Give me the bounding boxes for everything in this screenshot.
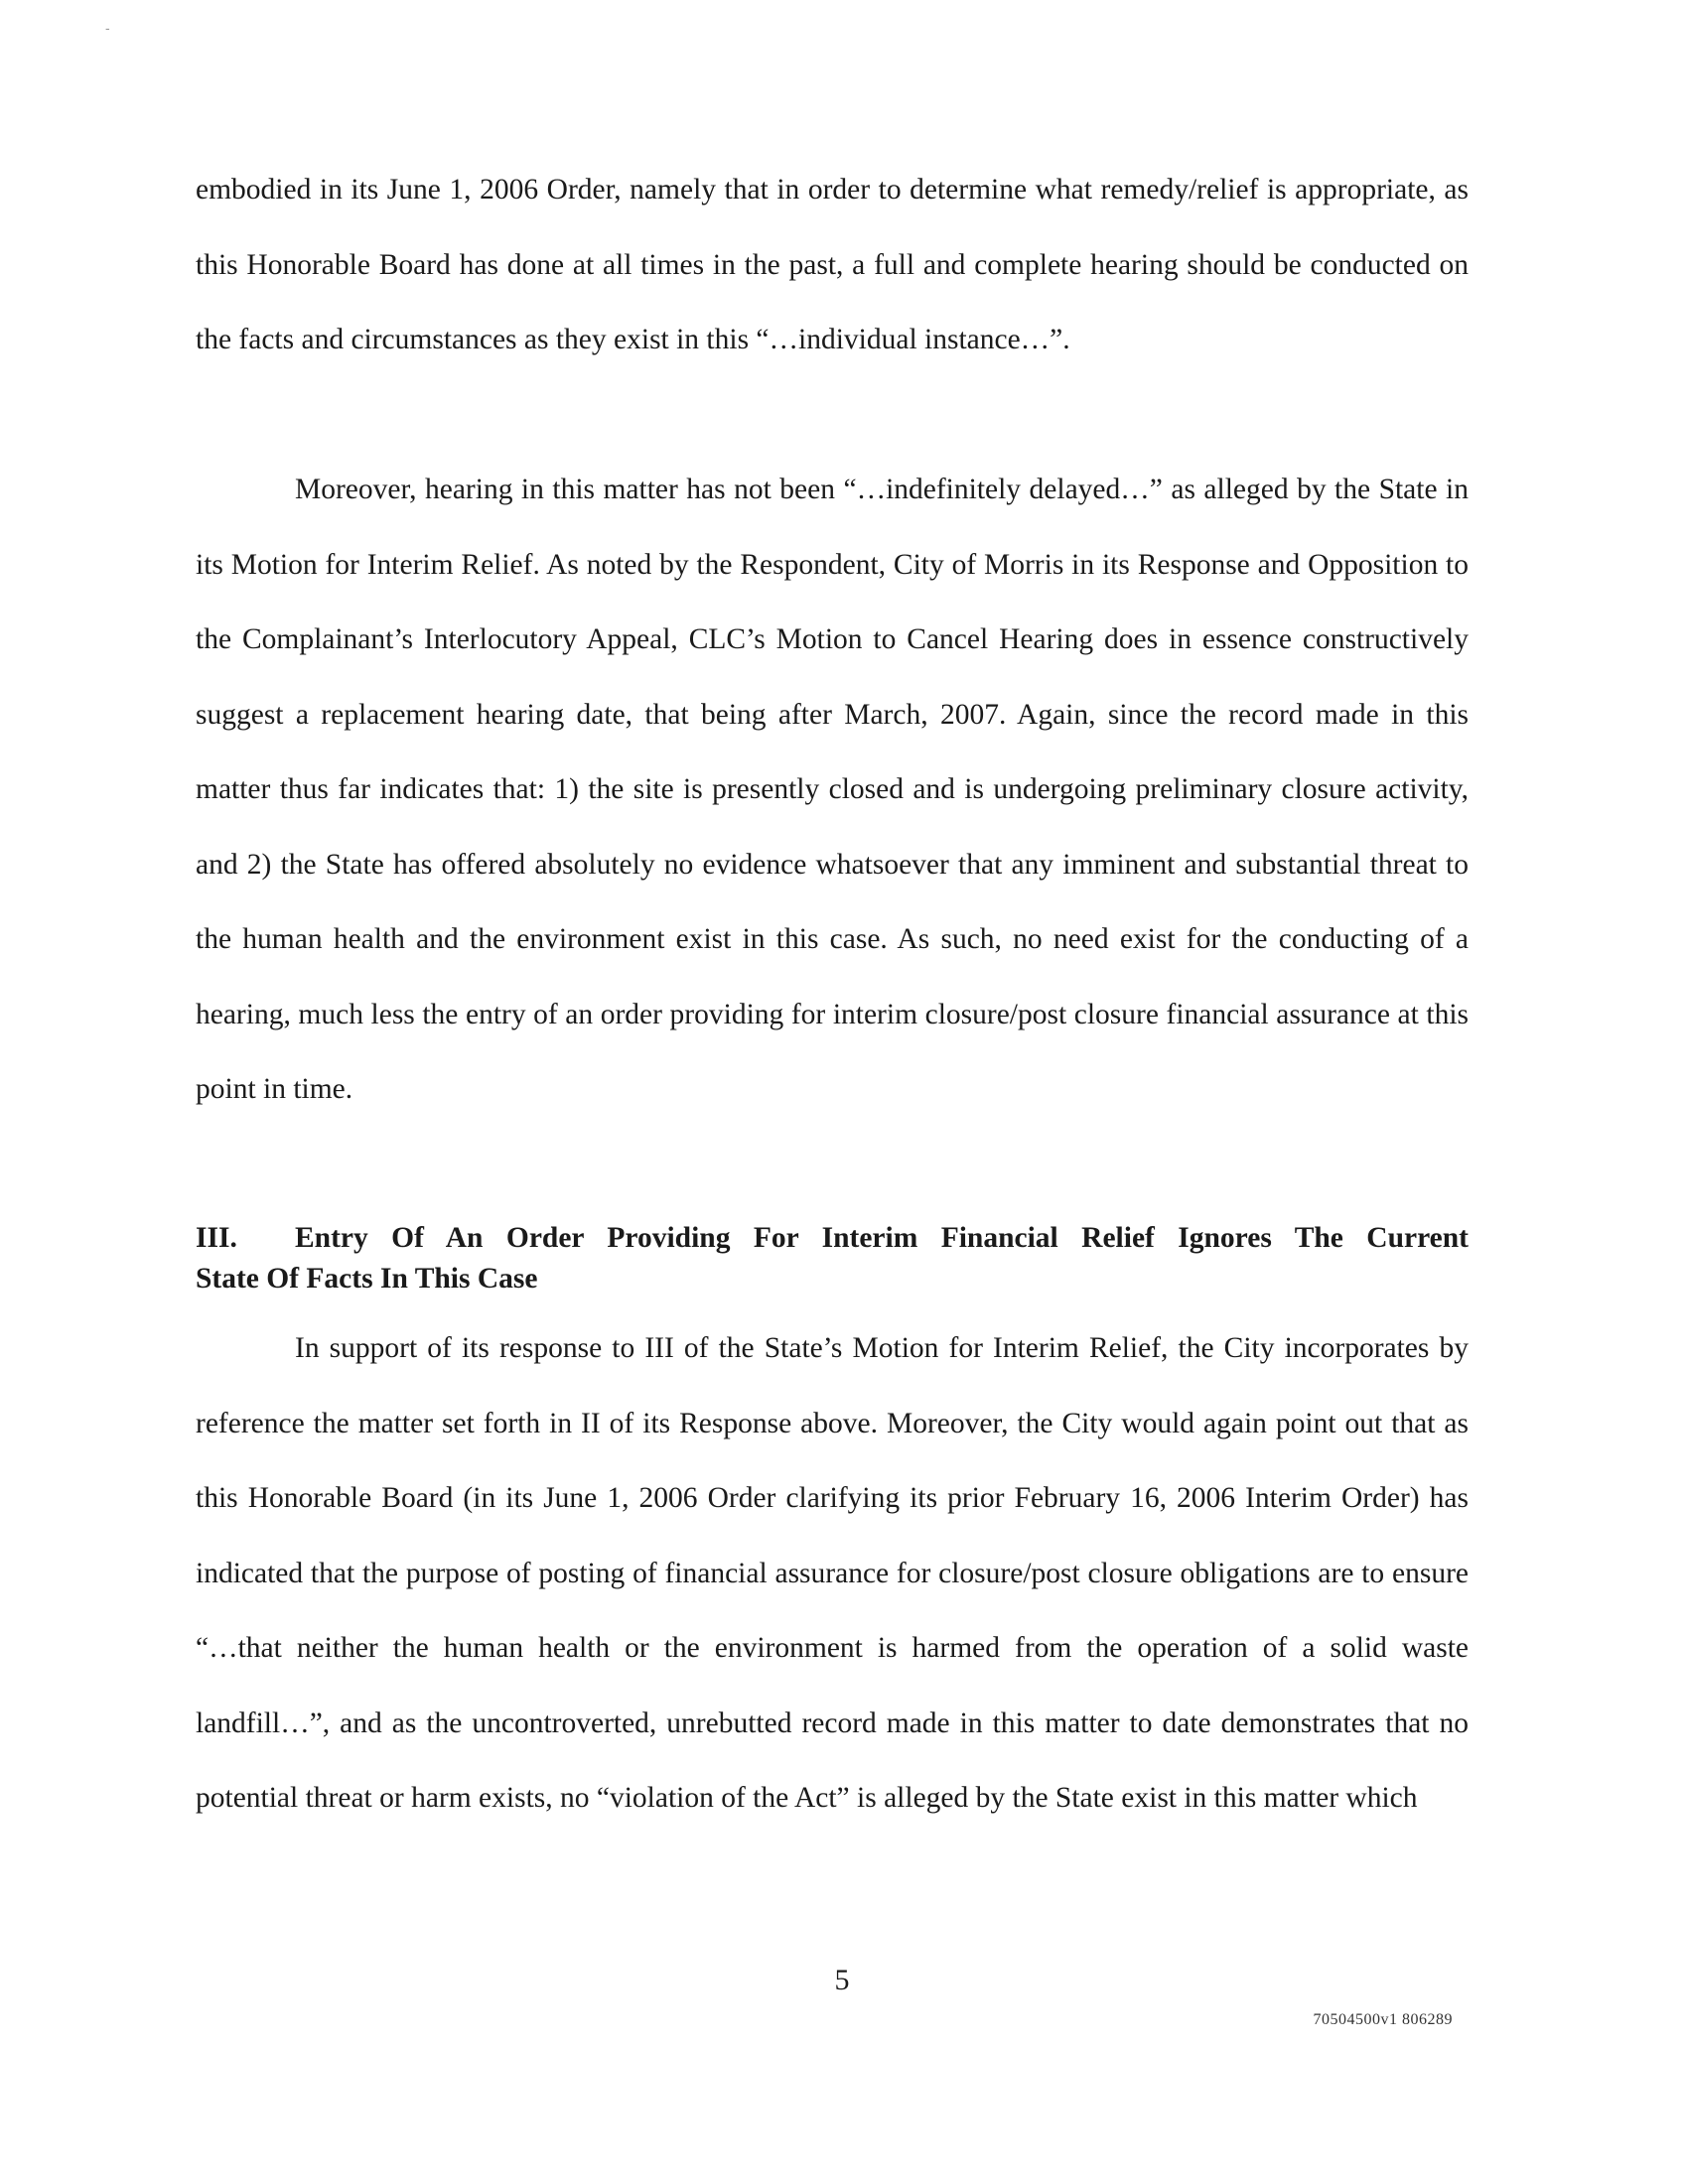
scan-mark: - [105, 20, 110, 36]
document-id: 70504500v1 806289 [1313, 2011, 1453, 2028]
section-heading [196, 1218, 1469, 1299]
section-title-line-1: Entry Of An Order Providing For Interim Financial Relief Ignores The Current [295, 1222, 1469, 1254]
paragraph-continuation: embodied in its June 1, 2006 Order, namely that in order to determine what remedy/relief is appropriate, as this Honorable Board has done at all times in the past, a full and complete hearing should be conducted on the facts and circumstances as they exist in this “…individual instance…”. [196, 174, 1469, 355]
section-number: III. [196, 1222, 237, 1254]
page-number: 5 [834, 1964, 850, 1996]
section-title-line-2: State Of Facts In This Case [196, 1263, 538, 1295]
section-heading-line-1 [196, 1218, 1469, 1259]
paragraph-hearing-delay: Moreover, hearing in this matter has not been “…indefinitely delayed…” as alleged by the State in its Motion for Interim Relief. As noted by the Respondent, City of Morris in its Response and Opposition to the Complainant’s Interlocutory Appeal, CLC’s Motion to Cancel Hearing does in essence constructively suggest a replacement hearing date, that being after March, 2007. Again, since the record made in this matter thus far indicates that: 1) the site is presently closed and is undergoing preliminary closure activity, and 2) the State has offered absolutely no evidence whatsoever that any imminent and substantial threat to the human health and the environment exist in this case. As such, no need exist for the conducting of a hearing, much less the entry of an order providing for interim closure/post closure financial assurance at this point in time. [196, 474, 1469, 1105]
paragraph-section-iii: In support of its response to III of the State’s Motion for Interim Relief, the City incorporates by reference the matter set forth in II of its Response above. Moreover, the City would again point out that as this Honorable Board (in its June 1, 2006 Order clarifying its prior February 16, 2006 Interim Order) has indicated that the purpose of posting of financial assurance for closure/post closure obligations are to ensure “…that neither the human health or the environment is harmed from the operation of a solid waste landfill…”, and as the uncontroverted, unrebutted record made in this matter to date demonstrates that no potential threat or harm exists, no “violation of the Act” is alleged by the State exist in this matter which [196, 1332, 1469, 1814]
